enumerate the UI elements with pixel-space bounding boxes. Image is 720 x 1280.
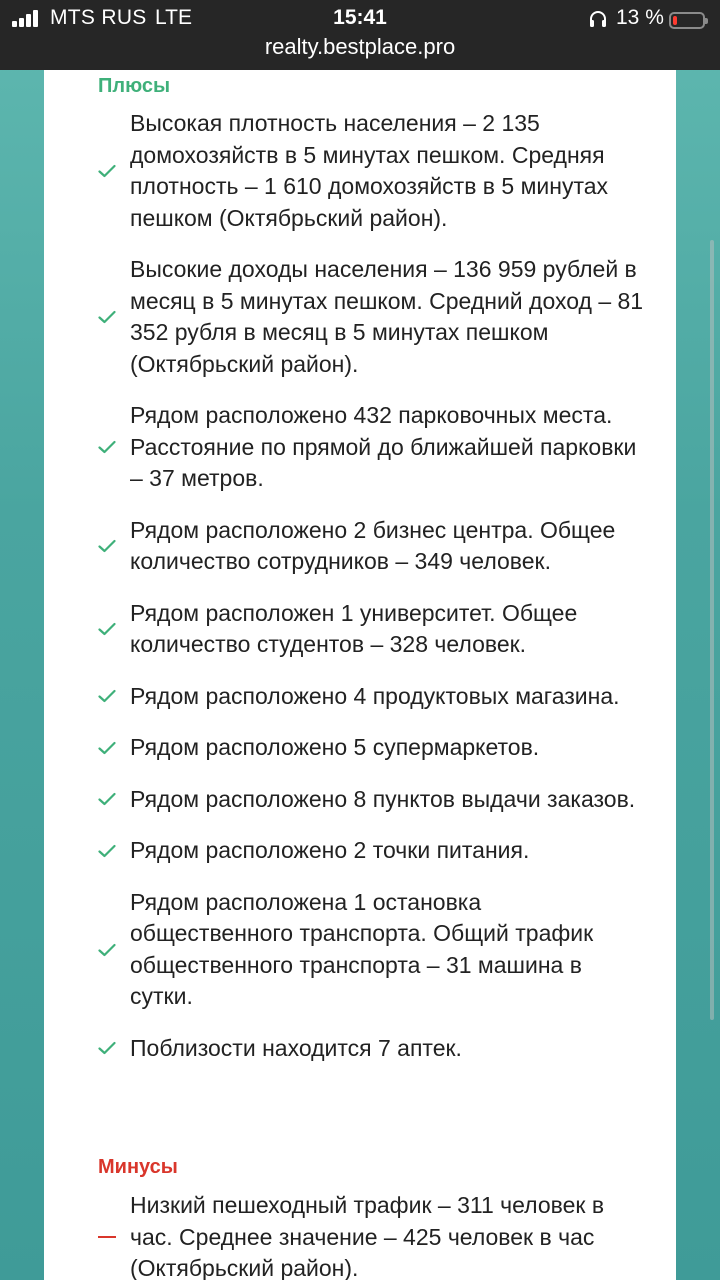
pro-item-text: Высокая плотность населения – 2 135 домохозяйств в 5 минутах пешком. Средняя плотность – 1 610 домохозяйств в 5 минутах пешком (Октябрьский район). [130, 110, 609, 231]
cons-heading: Минусы [98, 1156, 178, 1178]
content-scroll-area[interactable] [62, 70, 658, 1280]
pro-item [62, 784, 658, 816]
check-icon [62, 164, 130, 178]
network-type: LTE [155, 6, 192, 29]
check-icon [98, 1041, 116, 1055]
check-icon [98, 844, 116, 858]
check-icon [62, 539, 130, 553]
battery-percent: 13 % [616, 6, 664, 29]
pro-item [62, 254, 658, 380]
browser-top-bar [0, 0, 720, 70]
pro-item-text: Рядом расположено 2 точки питания. [130, 837, 530, 863]
pro-item [62, 108, 658, 234]
pro-item [62, 732, 658, 764]
status-time: 15:41 [333, 6, 387, 29]
minus-icon [98, 1236, 116, 1238]
check-icon [98, 539, 116, 553]
check-icon [62, 622, 130, 636]
pros-list [62, 108, 658, 1084]
pro-item [62, 887, 658, 1013]
check-icon [98, 440, 116, 454]
check-icon [62, 1041, 130, 1055]
pro-item-text: Рядом расположена 1 остановка общественного транспорта. Общий трафик общественного транспорта – 31 машина в сутки. [130, 888, 594, 1009]
pro-item-text: Высокие доходы населения – 136 959 рублей в месяц в 5 минутах пешком. Средний доход – 81 352 рубля в месяц в 5 минутах пешком (Октябрьский район). [130, 256, 644, 377]
content-card [44, 70, 676, 1280]
headphones-icon [589, 10, 607, 28]
check-icon [98, 310, 116, 324]
battery-icon [669, 12, 705, 29]
minus-icon [62, 1236, 130, 1238]
check-icon [62, 689, 130, 703]
con-item-text: Низкий пешеходный трафик – 311 человек в час. Среднее значение – 425 человек в час (Октябрьский район). [130, 1192, 605, 1280]
battery-level-fill [673, 16, 677, 25]
pro-item-text: Рядом расположено 5 супермаркетов. [130, 734, 540, 760]
status-bar [0, 4, 720, 32]
check-icon [62, 943, 130, 957]
check-icon [98, 622, 116, 636]
pros-heading: Плюсы [98, 75, 171, 97]
pro-item-text: Рядом расположено 4 продуктовых магазина. [130, 682, 620, 709]
pro-item-text: Поблизости находится 7 аптек. [130, 1034, 462, 1061]
check-icon [98, 943, 116, 957]
pro-item [62, 835, 658, 867]
cons-list [62, 1190, 658, 1280]
pro-item-text: Рядом расположено 432 парковочных места. Расстояние по прямой до ближайшей парковки – 37 метров. [130, 402, 637, 491]
check-icon [98, 741, 116, 755]
page-scrollbar[interactable] [710, 240, 714, 1020]
check-icon [62, 792, 130, 806]
url-bar[interactable]: realty.bestplace.pro [264, 34, 456, 59]
check-icon [98, 689, 116, 703]
pro-item [62, 400, 658, 495]
pro-item [62, 681, 658, 713]
check-icon [62, 844, 130, 858]
check-icon [98, 792, 116, 806]
check-icon [62, 440, 130, 454]
pro-item-text: Рядом расположено 2 бизнес центра. Общее количество сотрудников – 349 человек. [130, 516, 616, 574]
carrier-name: MTS RUS [50, 6, 147, 29]
con-item [62, 1190, 658, 1280]
pro-item [62, 1033, 658, 1065]
check-icon [62, 741, 130, 755]
pro-item-text: Рядом расположен 1 университет. Общее количество студентов – 328 человек. [130, 599, 578, 657]
pro-item [62, 515, 658, 578]
check-icon [98, 164, 116, 178]
check-icon [62, 310, 130, 324]
pro-item [62, 598, 658, 661]
pro-item-text: Рядом расположено 8 пунктов выдачи заказов. [130, 785, 636, 812]
